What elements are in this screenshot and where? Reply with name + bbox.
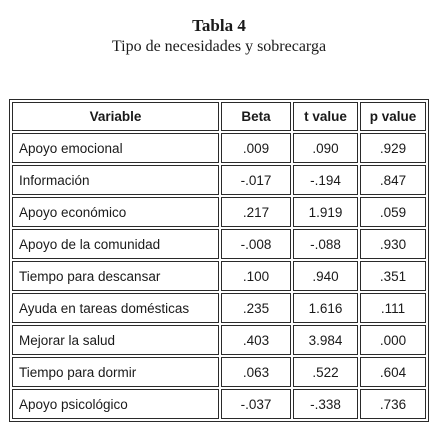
table-title: Tabla 4 bbox=[192, 16, 246, 35]
cell-variable: Apoyo económico bbox=[12, 197, 219, 227]
cell-p-value: .930 bbox=[360, 229, 426, 259]
header-variable: Variable bbox=[12, 102, 219, 131]
cell-variable: Apoyo psicológico bbox=[12, 389, 219, 419]
cell-t-value: -.194 bbox=[293, 165, 358, 195]
header-t-value: t value bbox=[293, 102, 358, 131]
cell-variable: Ayuda en tareas domésticas bbox=[12, 293, 219, 323]
cell-beta: -.037 bbox=[221, 389, 291, 419]
header-p-value: p value bbox=[360, 102, 426, 131]
cell-beta: .063 bbox=[221, 357, 291, 387]
results-table bbox=[9, 99, 429, 422]
cell-beta: -.008 bbox=[221, 229, 291, 259]
table-row bbox=[12, 389, 426, 419]
cell-p-value: .000 bbox=[360, 325, 426, 355]
cell-beta: .100 bbox=[221, 261, 291, 291]
cell-p-value: .351 bbox=[360, 261, 426, 291]
cell-beta: .403 bbox=[221, 325, 291, 355]
cell-t-value: 1.616 bbox=[293, 293, 358, 323]
cell-beta: -.017 bbox=[221, 165, 291, 195]
cell-beta: .217 bbox=[221, 197, 291, 227]
header-beta: Beta bbox=[221, 102, 291, 131]
cell-p-value: .929 bbox=[360, 133, 426, 163]
table-subtitle: Tipo de necesidades y sobrecarga bbox=[111, 38, 327, 55]
cell-t-value: .522 bbox=[293, 357, 358, 387]
cell-variable: Apoyo de la comunidad bbox=[12, 229, 219, 259]
cell-p-value: .847 bbox=[360, 165, 426, 195]
cell-t-value: 3.984 bbox=[293, 325, 358, 355]
cell-variable: Mejorar la salud bbox=[12, 325, 219, 355]
cell-t-value: -.088 bbox=[293, 229, 358, 259]
cell-t-value: 1.919 bbox=[293, 197, 358, 227]
cell-p-value: .059 bbox=[360, 197, 426, 227]
cell-variable: Tiempo para descansar bbox=[12, 261, 219, 291]
cell-t-value: .940 bbox=[293, 261, 358, 291]
cell-beta: .235 bbox=[221, 293, 291, 323]
table-row bbox=[12, 261, 426, 291]
cell-p-value: .604 bbox=[360, 357, 426, 387]
cell-p-value: .736 bbox=[360, 389, 426, 419]
cell-p-value: .111 bbox=[360, 293, 426, 323]
cell-variable: Información bbox=[12, 165, 219, 195]
table-row bbox=[12, 165, 426, 195]
cell-t-value: .090 bbox=[293, 133, 358, 163]
cell-variable: Tiempo para dormir bbox=[12, 357, 219, 387]
header-row bbox=[12, 102, 426, 131]
table-row bbox=[12, 293, 426, 323]
table-row bbox=[12, 229, 426, 259]
table-row bbox=[12, 357, 426, 387]
table-row bbox=[12, 133, 426, 163]
cell-beta: .009 bbox=[221, 133, 291, 163]
cell-variable: Apoyo emocional bbox=[12, 133, 219, 163]
table-row bbox=[12, 197, 426, 227]
table-row bbox=[12, 325, 426, 355]
cell-t-value: -.338 bbox=[293, 389, 358, 419]
